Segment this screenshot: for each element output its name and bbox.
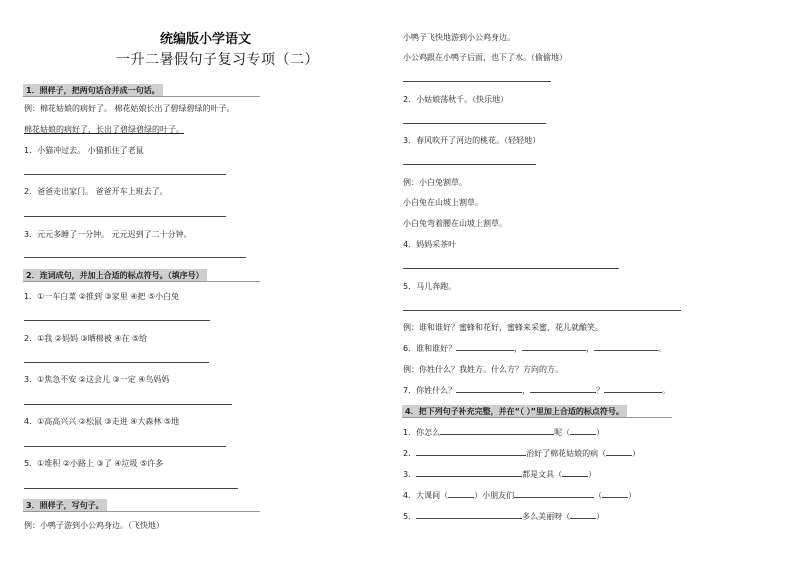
section-1-question-2: 2．爸爸走出家门。 爸爸开车上班去了。 — [24, 187, 168, 196]
section-2-question-4: 4．①高高兴兴 ②松鼠 ③走进 ④大森林 ⑤地 — [24, 417, 180, 426]
close-paren: ） — [596, 512, 605, 521]
section-3-rule — [23, 511, 260, 512]
section-1-rule — [23, 96, 260, 97]
question-6-text: 6．谁和谁好？ — [403, 344, 457, 353]
section-1-heading: 1．照样子，把两句话合并成一句话。 — [23, 84, 163, 97]
section-2-heading: 2．连词成句，并加上合适的标点符号。（填序号） — [23, 269, 207, 282]
period-mark: 。 — [662, 386, 671, 395]
section-1-example: 例：棉花姑娘的病好了。 棉花姑娘长出了碧绿碧绿的叶子。 — [24, 104, 235, 113]
answer-line[interactable] — [403, 310, 681, 311]
answer-line[interactable] — [24, 320, 210, 321]
section-4-question-1 — [403, 428, 604, 438]
section-3-heading: 3．照样子，写句子。 — [23, 499, 107, 512]
question-text: （ — [594, 491, 603, 500]
section-2-question-5: 5．①堆积 ②小路上 ③了 ④垃圾 ⑤许多 — [24, 459, 164, 468]
blank[interactable] — [456, 350, 514, 351]
question-text: 都是文具（ — [522, 470, 563, 479]
blank[interactable] — [604, 392, 662, 393]
section-4-question-3 — [403, 470, 596, 480]
close-paren: ） — [596, 428, 605, 437]
blank[interactable] — [416, 476, 522, 477]
section-3-question-2: 2．小姑娘荡秋千。（快乐地） — [403, 95, 509, 104]
section-4-rule — [402, 417, 672, 418]
section-4-heading: 4．把下列句子补充完整，并在“（ ）”里加上合适的标点符号。 — [402, 405, 627, 418]
section-2-rule — [23, 281, 260, 282]
punctuation-blank[interactable] — [602, 497, 628, 498]
close-paren: ） — [588, 470, 597, 479]
close-paren: ） — [632, 449, 641, 458]
blank[interactable] — [416, 518, 522, 519]
question-text: 2． — [403, 449, 417, 458]
close-paren: ） — [628, 491, 637, 500]
question-mark: ？ — [596, 386, 605, 395]
section-4-question-4 — [403, 491, 636, 501]
comma-mark: ， — [522, 386, 531, 395]
comma-mark: ， — [586, 344, 595, 353]
section-1-question-1: 1．小猫冲过去。 小猫抓住了老鼠 — [24, 146, 144, 155]
section-2-question-1: 1．①一车白菜 ②推到 ③家里 ④把 ⑤小白兔 — [24, 292, 180, 301]
answer-line[interactable] — [403, 81, 551, 82]
blank[interactable] — [522, 350, 586, 351]
blank[interactable] — [440, 434, 554, 435]
answer-line[interactable] — [24, 257, 246, 258]
section-3-example-2: 例：小白兔割草。 — [403, 178, 467, 187]
question-text: ）小朋友们 — [474, 491, 515, 500]
answer-line[interactable] — [403, 268, 619, 269]
page-title: 统编版小学语文 — [160, 32, 252, 47]
blank[interactable] — [530, 392, 596, 393]
section-3-question-7 — [403, 386, 670, 396]
section-3-question-6 — [403, 344, 666, 354]
question-text: 1．你怎么 — [403, 428, 441, 437]
section-3-example-2b: 小白兔弯着腰在山坡上割草。 — [403, 219, 507, 228]
section-1-question-3: 3．元元多睡了一分钟。 元元迟到了二十分钟。 — [24, 230, 192, 239]
question-7-text: 7．你姓什么？ — [403, 386, 457, 395]
punctuation-blank[interactable] — [570, 434, 596, 435]
answer-line[interactable] — [24, 488, 238, 489]
section-3-example-answer: 小鸭子飞快地游到小公鸡身边。 — [403, 33, 515, 42]
punctuation-blank[interactable] — [606, 455, 632, 456]
period-mark: 。 — [658, 344, 667, 353]
answer-line[interactable] — [24, 216, 226, 217]
answer-line[interactable] — [403, 164, 536, 165]
section-1-example-answer: 棉花姑娘的病好了，长出了碧绿碧绿的叶子。 — [24, 125, 184, 134]
section-3-example-3: 例：谁和谁好？蜜蜂和花好，蜜蜂来采蜜，花儿就酿笑。 — [403, 323, 603, 332]
punctuation-blank[interactable] — [448, 497, 474, 498]
question-text: 多么美丽呀（ — [522, 512, 571, 521]
section-2-question-2: 2．①我 ②妈妈 ③晒棉被 ④在 ⑤给 — [24, 334, 148, 343]
question-text: 治好了棉花姑娘的病（ — [526, 449, 607, 458]
question-text: 呢（ — [554, 428, 571, 437]
answer-line[interactable] — [24, 404, 232, 405]
answer-line[interactable] — [24, 174, 226, 175]
section-2-question-3: 3．①焦急不安 ②这会儿 ③一定 ④鸟妈妈 — [24, 375, 170, 384]
comma-mark: ， — [514, 344, 523, 353]
answer-line[interactable] — [403, 123, 546, 124]
section-3-question-4: 4．妈妈采茶叶 — [403, 240, 457, 249]
punctuation-blank[interactable] — [562, 476, 588, 477]
blank[interactable] — [456, 392, 522, 393]
section-3-question-5: 5．马儿奔跑。 — [403, 282, 457, 291]
answer-line[interactable] — [24, 446, 226, 447]
section-3-example-4: 例：你姓什么？我姓方。什么方？方向的方。 — [403, 365, 563, 374]
section-3-question-3: 3．春风吹开了河边的桃花。（轻轻地） — [403, 136, 541, 145]
blank[interactable] — [594, 350, 658, 351]
question-text: 4．大课间（ — [403, 491, 449, 500]
page-subtitle: 一升二暑假句子复习专项（二） — [116, 52, 319, 68]
section-3-example-2a: 小白兔在山坡上割草。 — [403, 198, 483, 207]
section-3-question-1: 小公鸡跟在小鸭子后面，也下了水。（偷偷地） — [403, 53, 567, 62]
section-3-example: 例：小鸭子游到小公鸡身边。（飞快地） — [24, 521, 164, 530]
section-4-question-5 — [403, 512, 604, 522]
question-text: 3． — [403, 470, 417, 479]
question-text: 5． — [403, 512, 417, 521]
section-4-question-2 — [403, 449, 640, 459]
punctuation-blank[interactable] — [570, 518, 596, 519]
answer-line[interactable] — [24, 362, 209, 363]
blank[interactable] — [416, 455, 526, 456]
blank[interactable] — [514, 497, 594, 498]
